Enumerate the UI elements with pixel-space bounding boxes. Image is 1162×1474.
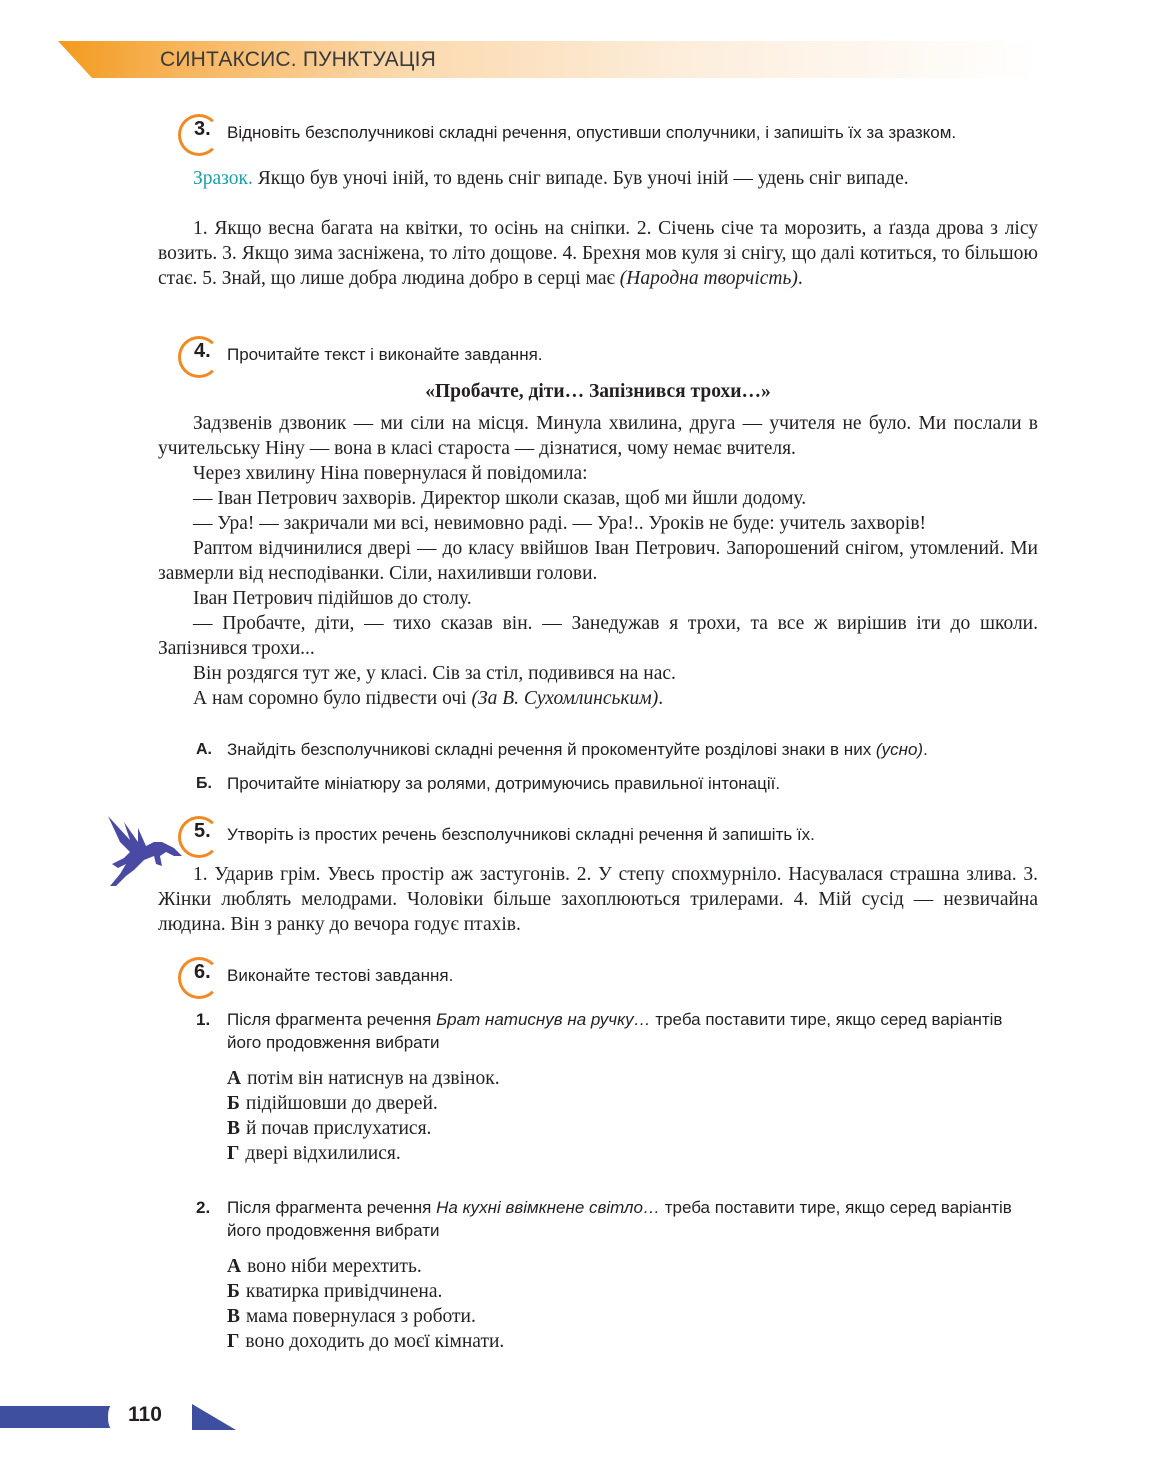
- story-paragraph: Раптом відчинилися двері — до класу ввійшов Іван Петрович. Запорошений снігом, утомлений. Ми завмерли від несподіванки. Сіли, нахиливши голови.: [158, 538, 1038, 584]
- story-paragraph: Іван Петрович підійшов до столу.: [193, 588, 472, 609]
- option-letter: А: [227, 1256, 242, 1277]
- sample-text: Якщо був уночі іній, то вдень сніг випаде. Був уночі іній — удень сніг випаде.: [252, 168, 909, 189]
- story-paragraph: Задзвенів дзвоник — ми сіли на місця. Минула хвилина, друга — учителя не було. Ми послали в учительську Ніну — вона в класі староста — дізнатися, чому немає вчителя.: [158, 413, 1038, 459]
- question-2-post: треба поставити тире, якщо серед варіантів його продовження вибрати: [227, 1198, 1012, 1240]
- question-2-pre: Після фрагмента речення: [227, 1198, 437, 1217]
- option-text: й почав прислухатися.: [246, 1118, 432, 1139]
- subtask-b-text: Прочитайте мініатюру за ролями, дотримуючись правильної інтонації.: [227, 774, 781, 793]
- task-5-instruction: Утворіть із простих речень безсполучникові складні речення й запишіть їх.: [227, 825, 815, 844]
- option-letter: Б: [227, 1281, 240, 1302]
- story-paragraph: — Ура! — закричали ми всі, невимовно раді. — Ура!.. Уроків не буде: учитель захворів!: [193, 513, 927, 534]
- story-source: (За В. Сухомлинським): [471, 688, 659, 709]
- question-1-text: [227, 1008, 1039, 1054]
- question-2-option-c[interactable]: [227, 1306, 476, 1328]
- story-paragraph-last: [158, 686, 1038, 711]
- question-1-post: треба поставити тире, якщо серед варіантів його продовження вибрати: [227, 1010, 1003, 1052]
- option-letter: Г: [227, 1143, 240, 1164]
- story-paragraph: — Іван Петрович захворів. Директор школи сказав, щоб ми йшли додому.: [193, 488, 807, 509]
- task-3-badge: [178, 114, 222, 158]
- subtask-a-text: [227, 740, 928, 760]
- task-5-badge: [178, 816, 222, 860]
- question-1-pre: Після фрагмента речення: [227, 1010, 437, 1029]
- task-3-number: 3.: [194, 118, 211, 140]
- option-text: потім він натиснув на дзвінок.: [247, 1068, 500, 1089]
- option-letter: Г: [227, 1331, 240, 1352]
- subtask-a-letter: А.: [196, 741, 212, 758]
- option-letter: В: [227, 1306, 241, 1327]
- question-1-option-b[interactable]: [227, 1093, 438, 1115]
- task-5-exercise-text: [158, 862, 1038, 937]
- question-2-option-d[interactable]: [227, 1331, 504, 1353]
- question-1-option-d[interactable]: [227, 1143, 401, 1165]
- question-2-text: [227, 1196, 1039, 1242]
- option-letter: А: [227, 1068, 242, 1089]
- task-3-sample: [193, 166, 1038, 191]
- option-text: двері відхилилися.: [245, 1143, 401, 1164]
- task-6-instruction: Виконайте тестові завдання.: [227, 966, 454, 985]
- question-1-number: 1.: [196, 1010, 211, 1029]
- task-4-instruction: Прочитайте текст і виконайте завдання.: [227, 345, 543, 364]
- option-text: мама повернулася з роботи.: [246, 1306, 476, 1327]
- task-4-number: 4.: [194, 340, 211, 362]
- story-title: «Пробачте, діти… Запізнився трохи…»: [425, 381, 771, 402]
- subtask-a-main: Знайдіть безсполучникові складні речення й прокоментуйте розділові знаки в них: [227, 740, 876, 759]
- page-number: 110: [128, 1403, 162, 1426]
- task-3-sentences: 1. Якщо весна багата на квітки, то осінь на сніпки. 2. Січень січе та морозить, а ґазда дрова з лісу возить. 3. Якщо зима засніжена, то літо дощове. 4. Брехня мов куля зі снігу, що далі котиться, то більшою стає. 5. Знай, що лише добра людина добро в серці має: [158, 218, 1038, 289]
- question-2-option-b[interactable]: [227, 1281, 442, 1303]
- task-3-exercise-text: [158, 216, 1038, 291]
- task-6-number: 6.: [194, 961, 211, 983]
- subtask-a-italic: (усно): [875, 740, 924, 759]
- footer-band: [0, 1402, 236, 1432]
- task-3-end: .: [797, 268, 803, 289]
- task-6-badge: [178, 957, 222, 1001]
- story-text: [158, 411, 1038, 711]
- section-title: СИНТАКСИС. ПУНКТУАЦІЯ: [160, 48, 436, 71]
- option-text: воно доходить до моєї кімнати.: [245, 1331, 505, 1352]
- option-text: підійшовши до дверей.: [245, 1093, 438, 1114]
- task-4-badge: [178, 336, 222, 380]
- question-1-option-c[interactable]: [227, 1118, 431, 1140]
- story-paragraph: Він роздягся тут же, у класі. Сів за стіл, подивився на нас.: [193, 663, 676, 684]
- story-last-text: А нам соромно було підвести очі: [193, 688, 472, 709]
- task-3-instruction: Відновіть безсполучникові складні речення, опустивши сполучники, і запишіть їх за зразком.: [227, 123, 957, 142]
- task-5-sentences: 1. Ударив грім. Увесь простір аж застугонів. 2. У степу спохмурніло. Насувалася страшна злива. 3. Жінки люблять мелодрами. Чоловіки більше захоплюються трилерами. 4. Мій сусід — незвичайна людина. Він з ранку до вечора годує птахів.: [158, 864, 1038, 935]
- story-last-end: .: [658, 688, 664, 709]
- question-1-fragment: Брат натиснув на ручку…: [436, 1010, 651, 1029]
- option-text: воно ніби мерехтить.: [247, 1256, 422, 1277]
- task-3-source: (Народна творчість): [619, 268, 798, 289]
- sample-label: Зразок.: [193, 168, 253, 189]
- question-2-number: 2.: [196, 1198, 211, 1217]
- subtask-a-end: .: [923, 740, 928, 759]
- question-2-fragment: На кухні ввімкнене світло…: [436, 1198, 660, 1217]
- task-5-number: 5.: [194, 820, 211, 842]
- subtask-b-letter: Б.: [196, 775, 212, 792]
- question-1-option-a[interactable]: [227, 1068, 500, 1090]
- question-2-option-a[interactable]: [227, 1256, 422, 1278]
- option-letter: Б: [227, 1093, 240, 1114]
- option-letter: В: [227, 1118, 241, 1139]
- story-paragraph: — Пробачте, діти, — тихо сказав він. — Занедужав я трохи, та все ж вирішив іти до школи. Запізнився трохи...: [158, 613, 1038, 659]
- option-text: кватирка привідчинена.: [245, 1281, 443, 1302]
- story-paragraph: Через хвилину Ніна повернулася й повідомила:: [193, 463, 588, 484]
